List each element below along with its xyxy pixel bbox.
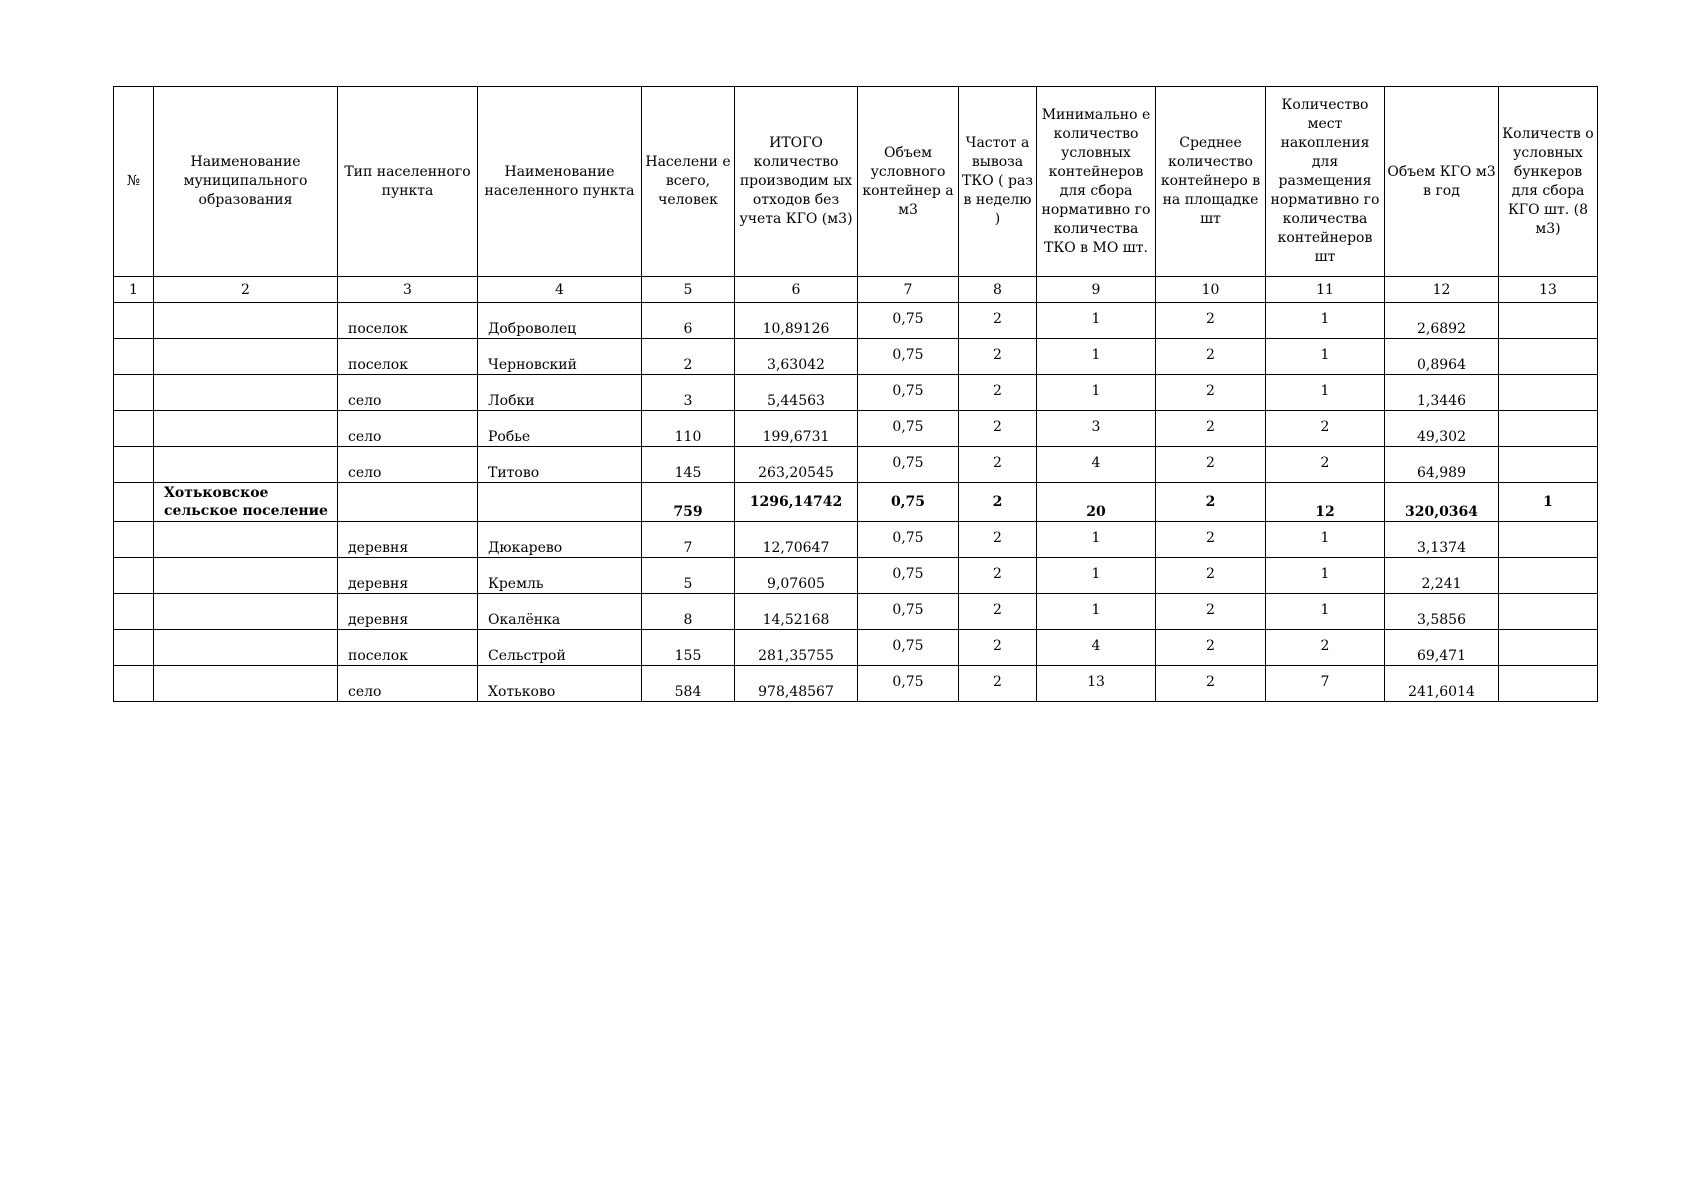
cell-number [114,522,154,558]
cell-avg-containers: 2 [1156,558,1266,594]
header-row [114,87,1598,277]
cell-collection-points: 1 [1266,594,1385,630]
column-number: 8 [959,277,1037,303]
column-number: 2 [154,277,338,303]
cell-frequency: 2 [959,522,1037,558]
cell-collection-points: 2 [1266,411,1385,447]
cell-bunkers [1499,558,1598,594]
cell-total-waste: 281,35755 [735,630,858,666]
cell-municipality [154,411,338,447]
cell-container-volume: 0,75 [858,483,959,522]
cell-avg-containers: 2 [1156,447,1266,483]
cell-bunkers [1499,666,1598,702]
cell-min-containers: 1 [1037,375,1156,411]
cell-avg-containers: 2 [1156,594,1266,630]
cell-container-volume: 0,75 [858,630,959,666]
column-number: 7 [858,277,959,303]
table-row [114,411,1598,447]
cell-collection-points: 1 [1266,522,1385,558]
cell-collection-points: 7 [1266,666,1385,702]
column-number-row [114,277,1598,303]
cell-bunkers [1499,630,1598,666]
cell-municipality [154,522,338,558]
table-row [114,447,1598,483]
cell-container-volume: 0,75 [858,558,959,594]
cell-bulky-volume: 69,471 [1385,630,1499,666]
cell-bunkers [1499,447,1598,483]
table-row [114,375,1598,411]
cell-frequency: 2 [959,447,1037,483]
cell-total-waste: 3,63042 [735,339,858,375]
cell-bulky-volume: 3,1374 [1385,522,1499,558]
cell-frequency: 2 [959,558,1037,594]
cell-avg-containers: 2 [1156,411,1266,447]
header-settlement-name: Наименование населенного пункта [478,87,642,277]
document-page [113,86,1597,702]
cell-number [114,630,154,666]
cell-population: 145 [642,447,735,483]
column-number: 11 [1266,277,1385,303]
cell-municipality [154,303,338,339]
cell-collection-points: 2 [1266,630,1385,666]
cell-container-volume: 0,75 [858,339,959,375]
cell-municipality: Хотьковское сельское поселение [154,483,338,522]
cell-municipality [154,339,338,375]
waste-collection-table [113,86,1598,702]
cell-population: 7 [642,522,735,558]
cell-settlement-type: село [338,375,478,411]
cell-settlement-type: деревня [338,594,478,630]
cell-municipality [154,630,338,666]
cell-container-volume: 0,75 [858,666,959,702]
cell-frequency: 2 [959,303,1037,339]
cell-bulky-volume: 64,989 [1385,447,1499,483]
cell-number [114,558,154,594]
cell-settlement-type: село [338,411,478,447]
cell-settlement-name: Доброволец [478,303,642,339]
column-number: 5 [642,277,735,303]
cell-settlement-name: Дюкарево [478,522,642,558]
cell-total-waste: 978,48567 [735,666,858,702]
cell-number [114,339,154,375]
cell-settlement-name: Сельстрой [478,630,642,666]
table-row [114,666,1598,702]
cell-municipality [154,558,338,594]
cell-settlement-type [338,483,478,522]
cell-population: 110 [642,411,735,447]
cell-avg-containers: 2 [1156,303,1266,339]
cell-population: 3 [642,375,735,411]
cell-bulky-volume: 2,6892 [1385,303,1499,339]
cell-bulky-volume: 320,0364 [1385,483,1499,522]
cell-container-volume: 0,75 [858,375,959,411]
cell-bulky-volume: 49,302 [1385,411,1499,447]
cell-bunkers [1499,303,1598,339]
cell-bulky-volume: 241,6014 [1385,666,1499,702]
cell-total-waste: 199,6731 [735,411,858,447]
table-row [114,558,1598,594]
cell-container-volume: 0,75 [858,522,959,558]
cell-settlement-name: Титово [478,447,642,483]
cell-bulky-volume: 3,5856 [1385,594,1499,630]
cell-frequency: 2 [959,483,1037,522]
cell-bunkers [1499,375,1598,411]
table-row [114,630,1598,666]
cell-settlement-type: деревня [338,558,478,594]
column-number: 4 [478,277,642,303]
cell-bunkers [1499,522,1598,558]
cell-min-containers: 1 [1037,594,1156,630]
cell-avg-containers: 2 [1156,522,1266,558]
cell-bulky-volume: 0,8964 [1385,339,1499,375]
cell-container-volume: 0,75 [858,447,959,483]
cell-settlement-type: село [338,666,478,702]
cell-settlement-name: Хотьково [478,666,642,702]
cell-collection-points: 2 [1266,447,1385,483]
cell-municipality [154,447,338,483]
column-number: 12 [1385,277,1499,303]
column-number: 10 [1156,277,1266,303]
cell-avg-containers: 2 [1156,483,1266,522]
cell-population: 759 [642,483,735,522]
cell-bunkers [1499,594,1598,630]
column-number: 6 [735,277,858,303]
table-row [114,303,1598,339]
column-number: 3 [338,277,478,303]
cell-settlement-name: Кремль [478,558,642,594]
cell-settlement-type: поселок [338,630,478,666]
table-row [114,339,1598,375]
cell-number [114,594,154,630]
cell-bulky-volume: 2,241 [1385,558,1499,594]
cell-frequency: 2 [959,666,1037,702]
header-avg-containers: Среднее количество контейнеро в на площадке шт [1156,87,1266,277]
cell-total-waste: 1296,14742 [735,483,858,522]
cell-frequency: 2 [959,411,1037,447]
cell-total-waste: 14,52168 [735,594,858,630]
cell-population: 6 [642,303,735,339]
cell-container-volume: 0,75 [858,411,959,447]
column-number: 9 [1037,277,1156,303]
cell-frequency: 2 [959,594,1037,630]
cell-number [114,666,154,702]
cell-total-waste: 263,20545 [735,447,858,483]
cell-container-volume: 0,75 [858,303,959,339]
header-bunkers: Количеств о условных бункеров для сбора КГО шт. (8 м3) [1499,87,1598,277]
cell-container-volume: 0,75 [858,594,959,630]
cell-population: 2 [642,339,735,375]
cell-number [114,411,154,447]
header-container-volume: Объем условного контейнер а м3 [858,87,959,277]
cell-collection-points: 1 [1266,558,1385,594]
cell-frequency: 2 [959,630,1037,666]
cell-total-waste: 5,44563 [735,375,858,411]
column-number: 13 [1499,277,1598,303]
cell-min-containers: 13 [1037,666,1156,702]
column-number: 1 [114,277,154,303]
cell-number [114,483,154,522]
header-settlement-type: Тип населенного пункта [338,87,478,277]
cell-min-containers: 4 [1037,447,1156,483]
cell-settlement-name: Окалёнка [478,594,642,630]
cell-avg-containers: 2 [1156,339,1266,375]
cell-municipality [154,666,338,702]
cell-municipality [154,594,338,630]
cell-collection-points: 1 [1266,375,1385,411]
cell-collection-points: 12 [1266,483,1385,522]
header-min-containers: Минимально е количество условных контейнеров для сбора нормативно го количества ТКО в МО шт. [1037,87,1156,277]
cell-number [114,447,154,483]
cell-frequency: 2 [959,339,1037,375]
header-bulky-volume: Объем КГО м3 в год [1385,87,1499,277]
header-collection-points: Количество мест накопления для размещения нормативно го количества контейнеров шт [1266,87,1385,277]
cell-settlement-name: Черновский [478,339,642,375]
cell-population: 5 [642,558,735,594]
cell-collection-points: 1 [1266,339,1385,375]
summary-row [114,483,1598,522]
cell-bunkers [1499,411,1598,447]
cell-settlement-type: село [338,447,478,483]
cell-number [114,303,154,339]
header-number: № [114,87,154,277]
cell-number [114,375,154,411]
cell-avg-containers: 2 [1156,375,1266,411]
cell-min-containers: 20 [1037,483,1156,522]
cell-total-waste: 10,89126 [735,303,858,339]
cell-population: 155 [642,630,735,666]
cell-min-containers: 1 [1037,339,1156,375]
cell-frequency: 2 [959,375,1037,411]
cell-population: 8 [642,594,735,630]
cell-bunkers: 1 [1499,483,1598,522]
cell-settlement-name: Робье [478,411,642,447]
cell-min-containers: 3 [1037,411,1156,447]
cell-settlement-type: поселок [338,339,478,375]
cell-population: 584 [642,666,735,702]
cell-bulky-volume: 1,3446 [1385,375,1499,411]
cell-total-waste: 9,07605 [735,558,858,594]
cell-avg-containers: 2 [1156,666,1266,702]
header-municipality: Наименование муниципального образования [154,87,338,277]
cell-municipality [154,375,338,411]
table-row [114,522,1598,558]
cell-min-containers: 4 [1037,630,1156,666]
cell-settlement-type: поселок [338,303,478,339]
header-total-waste: ИТОГО количество производим ых отходов без учета КГО (м3) [735,87,858,277]
cell-settlement-name [478,483,642,522]
cell-min-containers: 1 [1037,522,1156,558]
cell-avg-containers: 2 [1156,630,1266,666]
cell-settlement-name: Лобки [478,375,642,411]
cell-total-waste: 12,70647 [735,522,858,558]
cell-settlement-type: деревня [338,522,478,558]
cell-min-containers: 1 [1037,303,1156,339]
table-row [114,594,1598,630]
cell-bunkers [1499,339,1598,375]
header-population: Населени е всего, человек [642,87,735,277]
header-collection-frequency: Частот а вывоза ТКО ( раз в неделю ) [959,87,1037,277]
cell-collection-points: 1 [1266,303,1385,339]
cell-min-containers: 1 [1037,558,1156,594]
